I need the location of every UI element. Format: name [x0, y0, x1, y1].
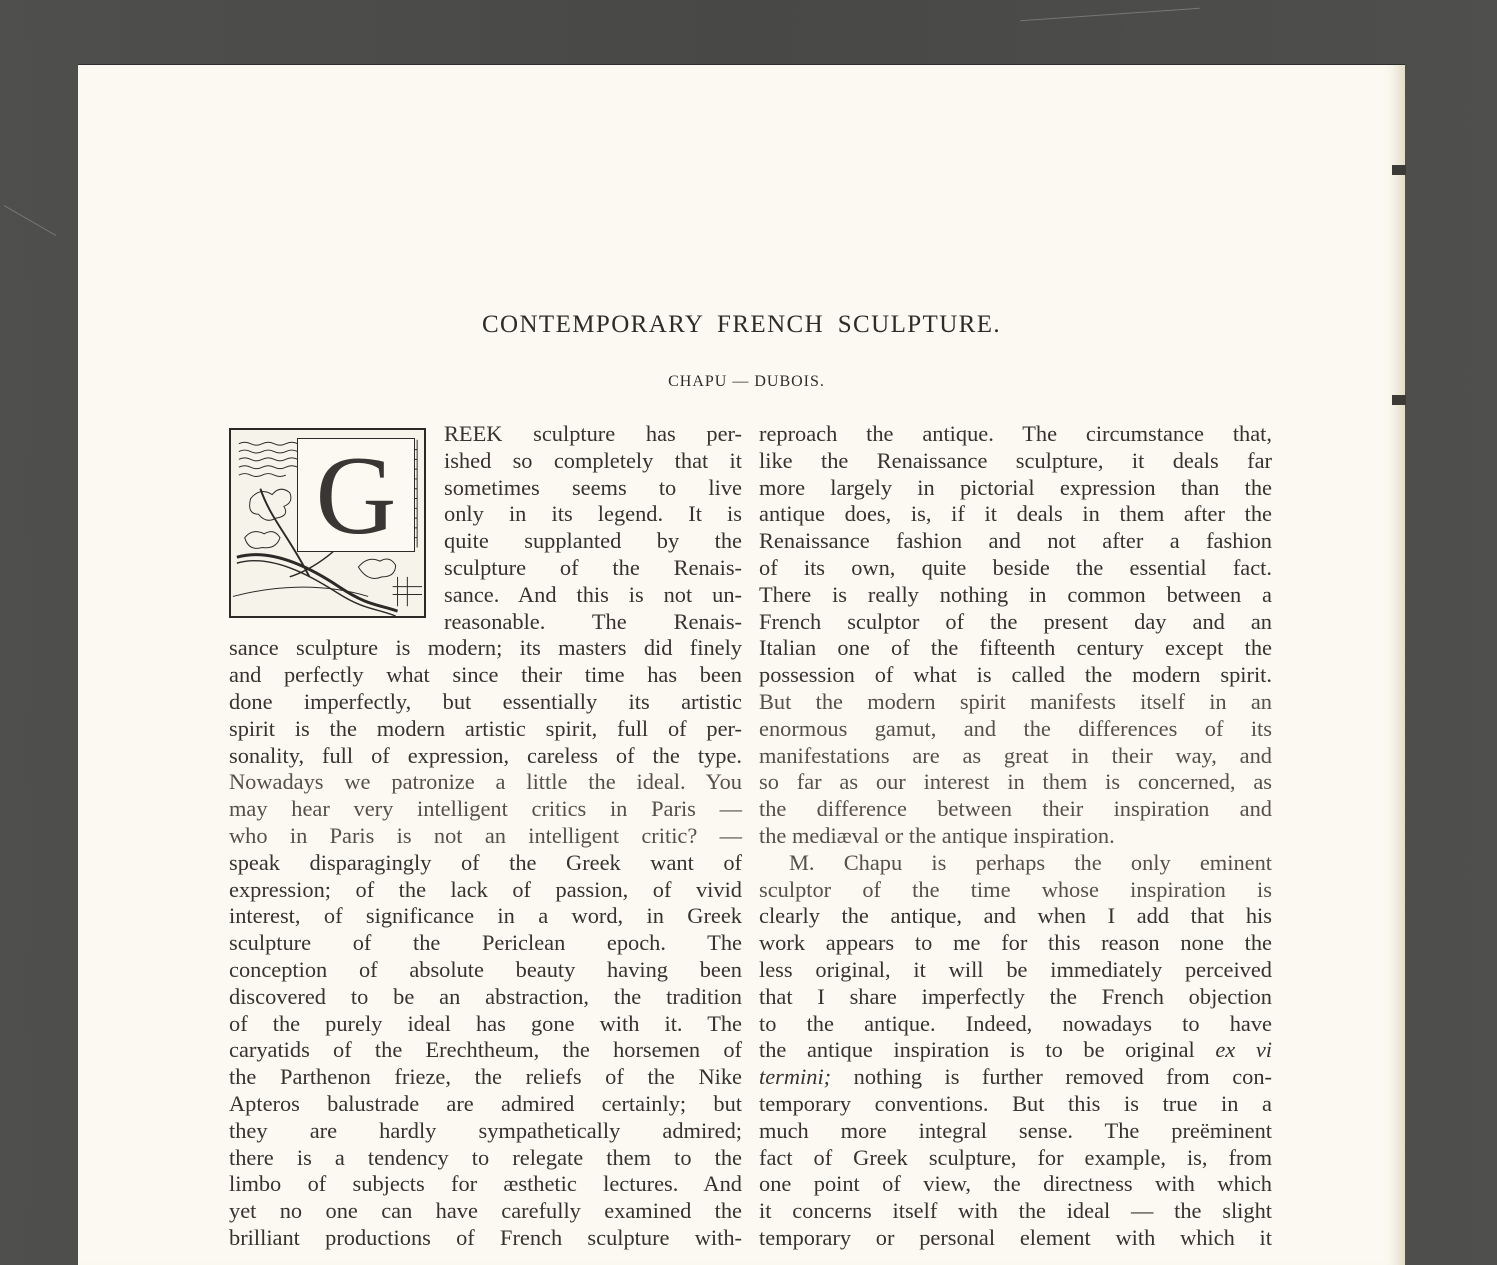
- text-line: expression; of the lack of passion, of vivid: [229, 876, 742, 902]
- text-line: sculpture of the Periclean epoch. The: [229, 930, 742, 956]
- text-line: they are hardly sympathetically admired;: [229, 1117, 742, 1143]
- text-line: work appears to me for this reason none the: [759, 930, 1272, 956]
- text-line: fact of Greek sculpture, for example, is, from: [759, 1144, 1272, 1170]
- text-line: Renaissance fashion and not after a fashion: [759, 528, 1272, 554]
- drop-cap-letter: G: [315, 434, 397, 558]
- text-line: ished so completely that it: [444, 447, 742, 473]
- text-line: so far as our interest in them is concerned, as: [759, 769, 1272, 795]
- text-line: discovered to be an abstraction, the tradition: [229, 983, 742, 1009]
- scan-scratch: [4, 205, 56, 236]
- text-line: There is really nothing in common between a: [759, 581, 1272, 607]
- text-line: Italian one of the fifteenth century except the: [759, 635, 1272, 661]
- text-line: Apteros balustrade are admired certainly; but: [229, 1090, 742, 1116]
- document-page: [78, 64, 1405, 1265]
- text-line: who in Paris is not an intelligent critic? —: [229, 822, 742, 848]
- text-run: the antique inspiration is to be original: [759, 1037, 1216, 1063]
- text-line: the difference between their inspiration and: [759, 796, 1272, 822]
- text-line: clearly the antique, and when I add that his: [759, 903, 1272, 929]
- text-line: spirit is the modern artistic spirit, full of per-: [229, 715, 742, 741]
- text-line: speak disparagingly of the Greek want of: [229, 849, 742, 875]
- text-line: French sculptor of the present day and an: [759, 608, 1272, 634]
- text-line: reproach the antique. The circumstance that,: [759, 421, 1272, 446]
- italic-phrase: termini;: [759, 1064, 832, 1090]
- text-line: there is a tendency to relegate them to the: [229, 1144, 742, 1170]
- text-line: Nowadays we patronize a little the ideal. You: [229, 769, 742, 795]
- text-line: [759, 1037, 1272, 1064]
- page-edge-mark: [1392, 165, 1406, 175]
- text-line: sometimes seems to live: [444, 474, 742, 500]
- text-line: may hear very intelligent critics in Paris —: [229, 796, 742, 822]
- text-line: conception of absolute beauty having been: [229, 956, 742, 982]
- text-line: one point of view, the directness with which: [759, 1171, 1272, 1197]
- text-run: nothing is further removed from con-: [831, 1064, 1272, 1090]
- text-line: temporary or personal element with which it: [759, 1224, 1272, 1250]
- text-line: antique does, is, if it deals in them after the: [759, 501, 1272, 527]
- right-column: [759, 421, 1272, 1252]
- text-line: possession of what is called the modern spirit.: [759, 662, 1272, 688]
- text-line: caryatids of the Erechtheum, the horsemen of: [229, 1037, 742, 1063]
- text-line: done imperfectly, but essentially its artistic: [229, 688, 742, 714]
- text-line: yet no one can have carefully examined the: [229, 1198, 742, 1224]
- text-line: only in its legend. It is: [444, 501, 742, 527]
- text-line: sance. And this is not un-: [444, 581, 742, 607]
- text-line: interest, of significance in a word, in Greek: [229, 903, 742, 929]
- text-line: less original, it will be immediately perceived: [759, 956, 1272, 982]
- italic-phrase: ex vi: [1215, 1037, 1272, 1063]
- text-line: sance sculpture is modern; its masters did finely: [229, 635, 742, 661]
- text-line: and perfectly what since their time has been: [229, 662, 742, 688]
- text-line: sonality, full of expression, careless of the type.: [229, 742, 742, 768]
- text-line: manifestations are as great in their way, and: [759, 742, 1272, 768]
- left-column: [229, 421, 742, 1252]
- text-line: much more integral sense. The preëminent: [759, 1117, 1272, 1143]
- text-line: the Parthenon frieze, the reliefs of the Nike: [229, 1064, 742, 1090]
- text-line: [759, 1064, 1272, 1091]
- paragraph-start-line: M. Chapu is perhaps the only eminent: [789, 849, 1272, 875]
- text-line: more largely in pictorial expression than the: [759, 474, 1272, 500]
- text-line: brilliant productions of French sculpture with-: [229, 1224, 742, 1250]
- text-line: limbo of subjects for æsthetic lectures. And: [229, 1171, 742, 1197]
- text-line: temporary conventions. But this is true in a: [759, 1090, 1272, 1116]
- text-line: of its own, quite beside the essential fact.: [759, 554, 1272, 580]
- text-line: to the antique. Indeed, nowadays to have: [759, 1010, 1272, 1036]
- text-line: enormous gamut, and the differences of its: [759, 715, 1272, 741]
- page-edge-mark: [1392, 395, 1406, 405]
- article-title: CONTEMPORARY FRENCH SCULPTURE.: [481, 311, 1002, 338]
- text-line: But the modern spirit manifests itself in an: [759, 688, 1272, 714]
- text-line: the mediæval or the antique inspiration.: [759, 822, 1115, 848]
- scan-scratch: [1020, 8, 1200, 22]
- text-line: sculptor of the time whose inspiration is: [759, 876, 1272, 902]
- text-line: it concerns itself with the ideal — the slight: [759, 1198, 1272, 1224]
- article-subtitle: CHAPU — DUBOIS.: [668, 373, 825, 390]
- text-line: of the purely ideal has gone with it. The: [229, 1010, 742, 1036]
- text-line: sculpture of the Renais-: [444, 554, 742, 580]
- text-line: like the Renaissance sculpture, it deals far: [759, 447, 1272, 473]
- text-line: that I share imperfectly the French objection: [759, 983, 1272, 1009]
- text-line: quite supplanted by the: [444, 528, 742, 554]
- text-line: REEK sculpture has per-: [444, 421, 742, 446]
- text-line: reasonable. The Renais-: [444, 608, 742, 634]
